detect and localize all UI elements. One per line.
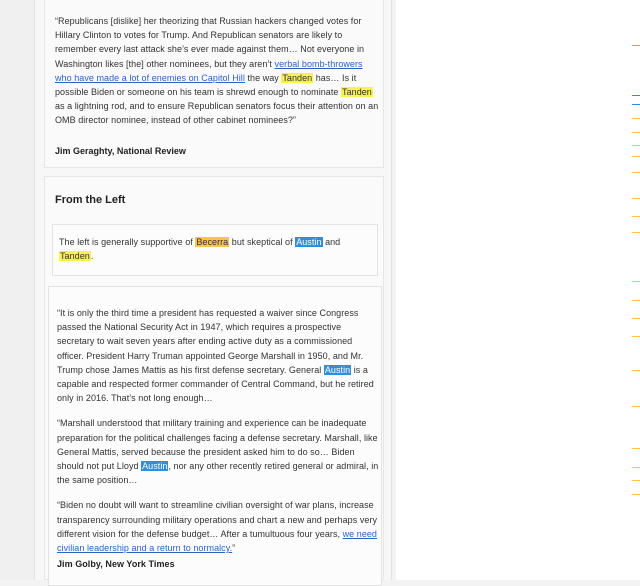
highlight-scroll-rail[interactable] — [628, 0, 640, 580]
rail-marker[interactable] — [632, 132, 640, 133]
right-quote-card — [44, 0, 384, 168]
rail-marker[interactable] — [632, 480, 640, 481]
right-quote-text — [55, 14, 380, 128]
rail-marker[interactable] — [632, 216, 640, 217]
quote-text-segment: the way — [244, 72, 282, 83]
left-quote-paragraph-1 — [57, 306, 379, 405]
rail-marker[interactable] — [632, 281, 640, 282]
rail-marker[interactable] — [632, 336, 640, 337]
rail-marker[interactable] — [632, 406, 640, 407]
rail-marker[interactable] — [632, 156, 640, 157]
rail-marker[interactable] — [632, 448, 640, 449]
quote-text-segment: as a lightning rod, and to ensure Republican senators focus their attention on an OMB director nominee, instead of other cabinet nominees?” — [55, 101, 379, 126]
summary-segment: but skeptical of — [229, 237, 296, 247]
left-summary-box — [52, 224, 378, 276]
left-quotes-text — [57, 306, 379, 571]
rail-marker[interactable] — [632, 104, 640, 105]
left-quotes-box — [48, 286, 382, 586]
rail-marker[interactable] — [632, 370, 640, 371]
rail-marker[interactable] — [632, 95, 640, 96]
highlight-austin[interactable]: Austin — [324, 364, 351, 375]
summary-segment: . — [90, 251, 94, 262]
quote-text-segment: , nor any other recently retired general or admiral, in the same position… — [57, 461, 379, 486]
highlight-becerra[interactable]: Becerra — [196, 237, 229, 247]
highlight-austin[interactable]: Austin — [296, 237, 322, 247]
left-quote-attribution: Jim Golby, New York Times — [57, 559, 175, 570]
left-summary-text — [59, 235, 371, 263]
rail-marker[interactable] — [632, 45, 640, 46]
rail-marker[interactable] — [632, 494, 640, 495]
quote-text-segment: ” — [232, 543, 236, 554]
left-gutter — [0, 0, 34, 580]
left-quote-paragraph-2 — [57, 416, 379, 487]
highlight-tanden[interactable]: Tanden — [342, 87, 372, 98]
highlight-tanden[interactable]: Tanden — [60, 251, 90, 262]
rail-marker[interactable] — [632, 118, 640, 119]
quote-source-link[interactable]: verbal bomb-throwers who have made a lot of enemies on Capitol Hill — [55, 58, 363, 83]
rail-marker[interactable] — [632, 145, 640, 146]
quote-text-segment: is a capable and respected former commander of Central Command, but he retired only in 2016. That’s not long enough… — [57, 364, 374, 404]
left-quote-paragraph-3 — [57, 498, 379, 555]
quote-text-segment: has… Is it possible Biden or someone on his team is shrewd enough to nominate — [55, 72, 357, 98]
rail-marker[interactable] — [632, 172, 640, 173]
rail-marker[interactable] — [632, 300, 640, 301]
quote-text-segment: “Republicans [dislike] her theorizing that Russian hackers changed votes for Hillary Clinton to votes for Trump. And Republican senators are likely to remember every last attack she’s ever made against them… Not everyone in Washington likes [the] other nominees, but they aren’t — [55, 16, 365, 69]
rail-marker[interactable] — [632, 198, 640, 199]
right-quote-attribution: Jim Geraghty, National Review — [55, 146, 186, 156]
rail-marker[interactable] — [632, 467, 640, 468]
rail-marker[interactable] — [632, 318, 640, 319]
section-title-from-the-left: From the Left — [55, 194, 126, 206]
quote-text-segment: “It is only the third time a president has requested a waiver since Congress passed the National Security Act in 1947, which requires a prospective secretary to wait seven years after ending active duty as a commissioned officer. President Harry Truman appointed George Marshall in 1950, and Mr. Trump chose James Mattis as his first defense secretary. General — [57, 308, 364, 375]
quote-text-segment: “Marshall understood that military training and experience can be inadequate preparation for the political challenges facing a defense secretary. Marshall, like General Mattis, served because the president asked him to do so… Biden should not put Lloyd — [57, 418, 378, 472]
quote-text-segment: “Biden no doubt will want to streamline civilian oversight of war plans, increase transparency surrounding military operations and chart a new and perhaps very different vision for the defense budget… After a tumultuous four years, — [57, 500, 378, 539]
highlight-tanden[interactable]: Tanden — [282, 72, 313, 83]
summary-segment: and — [322, 237, 341, 247]
right-sidebar-area — [396, 0, 640, 580]
summary-segment: The left is generally supportive of — [59, 237, 196, 247]
highlight-austin[interactable]: Austin — [142, 461, 168, 472]
quote-source-link[interactable]: we need civilian leadership and a return to normalcy. — [57, 528, 377, 554]
rail-marker[interactable] — [632, 232, 640, 233]
